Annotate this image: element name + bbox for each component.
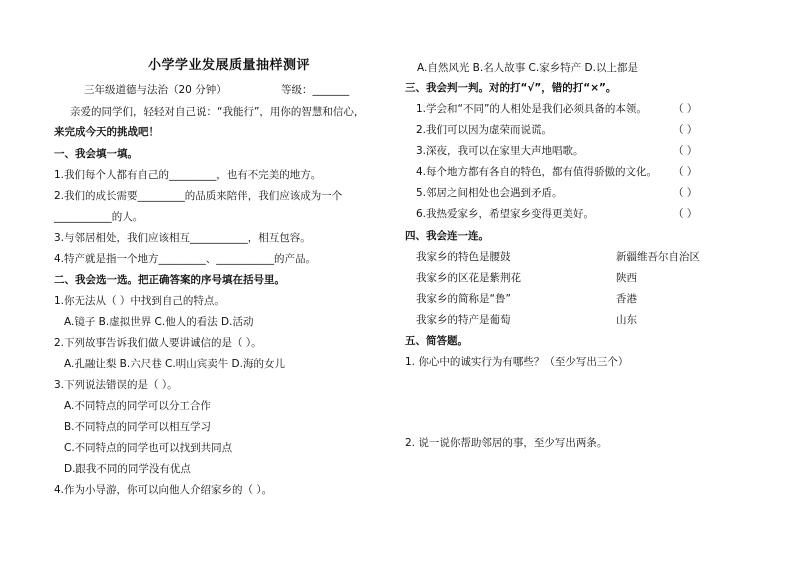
choice-question-4: 4.作为小导游，你可以向他人介绍家乡的（ ）。 <box>54 484 273 496</box>
page-title: 小学学业发展质量抽样测评 <box>148 58 311 73</box>
section-4-heading: 四、我会连一连。 <box>405 230 489 242</box>
judge-item-5: 5.邻居之间相处也会遇到矛盾。 <box>416 187 563 199</box>
section-5-heading: 五、简答题。 <box>405 335 468 347</box>
short-answer-question-2: 2. 说一说你帮助邻居的事，至少写出两条。 <box>405 437 608 449</box>
judge-item-4-paren: （ ） <box>673 166 698 178</box>
grade-label: 等级：_______ <box>281 84 350 96</box>
section-2-heading: 二、我会选一选。把正确答案的序号填在括号里。 <box>54 274 285 286</box>
choice-question-3: 3.下列说法错误的是（ ）。 <box>54 379 178 391</box>
section-3-heading: 三、我会判一判。对的打“√”，错的打“×”。 <box>405 82 617 94</box>
judge-item-6: 6.我热爱家乡，希望家乡变得更美好。 <box>416 208 595 220</box>
judge-item-2: 2.我们可以因为虚荣而说谎。 <box>416 124 553 136</box>
match-right-2: 陕西 <box>616 272 637 284</box>
choice-question-3-option-b: B.不同特点的同学可以相互学习 <box>64 421 212 433</box>
judge-item-5-paren: （ ） <box>673 187 698 199</box>
match-left-4: 我家乡的特产是葡萄 <box>416 314 511 326</box>
fill-question-1: 1.我们每个人都有自己的_________，也有不完美的地方。 <box>54 169 322 181</box>
short-answer-question-1: 1. 你心中的诚实行为有哪些？（至少写出三个） <box>405 356 629 368</box>
judge-item-3: 3.深夜，我可以在家里大声地唱歌。 <box>416 145 584 157</box>
judge-item-1: 1.学会和“不同”的人相处是我们必须具备的本领。 <box>416 103 647 115</box>
choice-question-1-options: A.镜子 B.虚拟世界 C.他人的看法 D.活动 <box>64 316 254 328</box>
fill-question-4: 4.特产就是指一个地方_________、___________的产品。 <box>54 253 317 265</box>
subtitle: 三年级道德与法治（20 分钟） <box>84 84 227 96</box>
judge-item-3-paren: （ ） <box>673 145 698 157</box>
intro-line-1: 亲爱的同学们，轻轻对自己说：“我能行”，用你的智慧和信心， <box>70 106 365 118</box>
choice-question-1: 1.你无法从（ ）中找到自己的特点。 <box>54 295 225 307</box>
choice-question-2-options: A.孔融让梨 B.六尺巷 C.明山宾卖牛 D.海的女儿 <box>64 358 285 370</box>
match-right-1: 新疆维吾尔自治区 <box>616 251 700 263</box>
choice-question-3-option-d: D.跟我不同的同学没有优点 <box>64 463 191 475</box>
fill-question-3: 3.与邻居相处，我们应该相互___________，相互包容。 <box>54 232 311 244</box>
choice-question-2: 2.下列故事告诉我们做人要讲诚信的是（ ）。 <box>54 337 262 349</box>
match-left-1: 我家乡的特色是腰鼓 <box>416 251 511 263</box>
judge-item-6-paren: （ ） <box>673 208 698 220</box>
judge-item-1-paren: （ ） <box>673 103 698 115</box>
match-left-2: 我家乡的区花是紫荆花 <box>416 272 521 284</box>
section-1-heading: 一、我会填一填。 <box>54 148 138 160</box>
fill-question-2-line-1: 2.我们的成长需要_________的品质来陪伴，我们应该成为一个 <box>54 190 343 202</box>
judge-item-4: 4.每个地方都有各自的特色，都有值得骄傲的文化。 <box>416 166 658 178</box>
match-right-3: 香港 <box>616 293 637 305</box>
match-right-4: 山东 <box>616 314 637 326</box>
match-left-3: 我家乡的简称是“鲁” <box>416 293 511 305</box>
fill-question-2-line-2: ___________的人。 <box>54 211 144 223</box>
judge-item-2-paren: （ ） <box>673 124 698 136</box>
choice-question-3-option-c: C.不同特点的同学也可以找到共同点 <box>64 442 233 454</box>
choice-question-4-options: A.自然风光 B.名人故事 C.家乡特产 D.以上都是 <box>417 62 638 74</box>
intro-line-2: 来完成今天的挑战吧！ <box>54 126 159 138</box>
choice-question-3-option-a: A.不同特点的同学可以分工合作 <box>64 400 211 412</box>
